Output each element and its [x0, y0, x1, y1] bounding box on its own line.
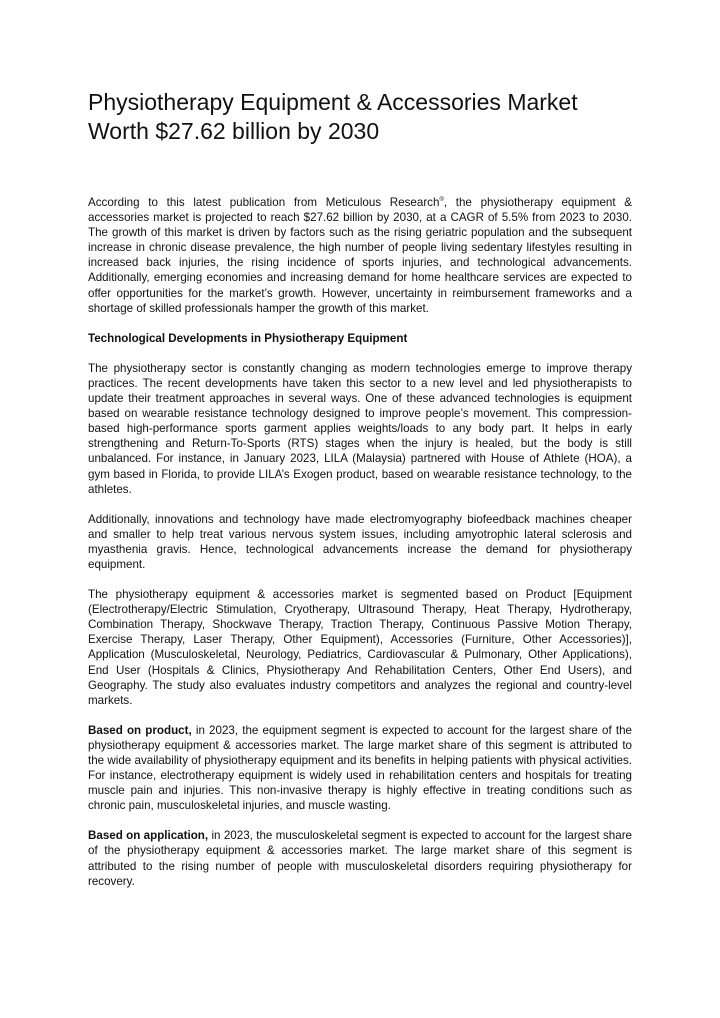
registered-mark: ®	[439, 197, 444, 204]
paragraph-application	[88, 828, 632, 888]
product-text: in 2023, the equipment segment is expected to account for the largest share of the physiotherapy equipment & accessories market. The large market share of this segment is attributed to the wide availability of physiotherapy equipment and its benefits in helping patients with physical activities. For instance, electrotherapy equipment is widely used in rehabilitation centers and hospitals for treating muscle pain and injuries. This non-invasive therapy is highly effective in treating conditions such as chronic pain, musculoskeletal injuries, and muscle wasting.	[88, 723, 632, 813]
product-lead: Based on product,	[88, 723, 192, 737]
paragraph-innovations: Additionally, innovations and technology have made electromyography biofeedback machines cheaper and smaller to help treat various nervous system issues, including amyotrophic lateral sclerosis and myasthenia gravis. Hence, technological advancements increase the demand for physiotherapy equipment.	[88, 512, 632, 571]
paragraph-segmentation: The physiotherapy equipment & accessories market is segmented based on Product [Equipment (Electrotherapy/Electric Stimulation, Cryotherapy, Ultrasound Therapy, Heat Therapy, Hydrotherapy, Combination Therapy, Shockwave Therapy, Traction Therapy, Continuous Passive Motion Therapy, Exercise Therapy, Laser Therapy, Other Equipment), Accessories (Furniture, Other Accessories)], Application (Musculoskeletal, Neurology, Pediatrics, Cardiovascular & Pulmonary, Other Applications), End User (Hospitals & Clinics, Physiotherapy And Rehabilitation Centers, Other End Users), and Geography. The study also evaluates industry competitors and analyzes the regional and country-level markets.	[88, 588, 632, 707]
document-body	[88, 195, 632, 889]
intro-text-start: According to this latest publication from Meticulous Research	[88, 196, 440, 209]
paragraph-product	[88, 723, 632, 814]
section-heading: Technological Developments in Physiotherapy Equipment	[88, 331, 408, 345]
intro-text-rest: , the physiotherapy equipment & accessories market is projected to reach $27.62 billion by 2030, at a CAGR of 5.5% from 2023 to 2030. The growth of this market is driven by factors such as the rising geriatric population and the subsequent increase in chronic disease prevalence, the high number of people living sedentary lifestyles resulting in increased back injuries, the rising incidence of sports injuries, and technological advancements. Additionally, emerging economies and increasing demand for home healthcare services are expected to offer opportunities for the market’s growth. However, uncertainty in reimbursement frameworks and a shortage of skilled professionals hamper the growth of this market.	[88, 196, 632, 315]
document-title: Physiotherapy Equipment & Accessories Market Worth $27.62 billion by 2030	[88, 89, 578, 144]
application-lead: Based on application,	[88, 829, 209, 843]
application-text: in 2023, the musculoskeletal segment is expected to account for the largest share of the physiotherapy equipment & accessories market. The large market share of this segment is attributed to the rising number of people with musculoskeletal disorders requiring physiotherapy for recovery.	[88, 829, 633, 888]
paragraph-technology: The physiotherapy sector is constantly changing as modern technologies emerge to improve therapy practices. The recent developments have taken this sector to a new level and led physiotherapists to update their treatment approaches in several ways. One of these advanced technologies is equipment based on wearable resistance technology designed to improve people’s movement. This compression-based high-performance sports garment applies weights/loads to any body part. It helps in early strengthening and Return-To-Sports (RTS) stages when the injury is healed, but the body is still unbalanced. For instance, in January 2023, LILA (Malaysia) partnered with House of Athlete (HOA), a gym based in Florida, to provide LILA’s Exogen product, based on wearable resistance technology, to the athletes.	[88, 361, 632, 496]
intro-paragraph	[88, 195, 632, 316]
